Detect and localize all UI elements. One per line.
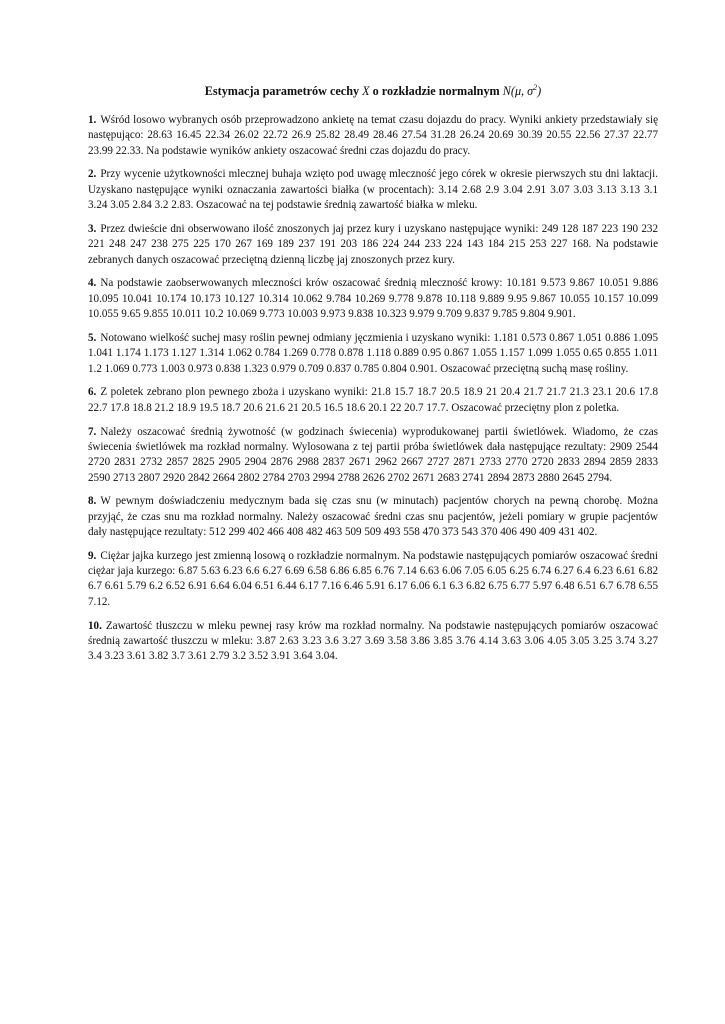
problem-5 (88, 331, 658, 377)
problem-text: Przez dwieście dni obserwowano ilość znoszonych jaj przez kury i uzyskano następujące wyniki: 249 128 187 223 190 232 221 248 247 238 275 225 170 267 169 189 237 191 203 186 224 244 233 224 143 184 215 253 227 168. Na podstawie zebranych danych oszacować przeciętną dzienną liczbę jaj znoszonych przez kury. (88, 222, 658, 266)
problem-2 (88, 167, 658, 213)
document-page (88, 84, 658, 673)
problem-9 (88, 549, 658, 610)
problem-text: Wśród losowo wybranych osób przeprowadzono ankietę na temat czasu dojazdu do pracy. Wyniki ankiety przedstawiały się następująco: 28.63 16.45 22.34 26.02 22.72 26.9 25.82 28.49 28.46 27.54 31.28 26.24 20.69 30.39 20.55 22.56 27.37 22.77 23.99 22.33. Na podstawie wyników ankiety oszacować średni czas dojazdu do pracy. (88, 114, 658, 157)
problem-text: Notowano wielkość suchej masy roślin pewnej odmiany jęczmienia i uzyskano wyniki: 1.181 0.573 0.867 1.051 0.886 1.095 1.041 1.174 1.173 1.127 1.314 1.062 0.784 1.269 0.778 0.878 1.118 0.889 0.95 0.867 1.055 1.157 1.099 1.055 0.65 0.855 1.011 1.2 1.069 0.773 1.003 0.973 0.838 1.323 0.979 0.709 0.837 0.785 0.804 0.901. Oszacować przeciętną suchą masę rośliny. (88, 331, 658, 375)
problem-4 (88, 276, 658, 322)
problem-7 (88, 425, 658, 486)
problem-3 (88, 222, 658, 268)
page-title (88, 84, 658, 99)
title-distribution (503, 84, 541, 98)
title-prefix: Estymacja parametrów cechy (204, 84, 360, 98)
problem-10 (88, 619, 658, 665)
title-dist-sup: 2 (533, 82, 538, 92)
problem-number: 7. (88, 425, 97, 438)
problem-number: 10. (88, 619, 102, 632)
problem-number: 3. (88, 222, 97, 235)
problem-number: 1. (88, 114, 97, 126)
title-dist-open: N(μ, σ (502, 84, 534, 98)
problem-number: 8. (88, 495, 97, 508)
problem-text: Należy oszacować średnią żywotność (w godzinach świecenia) wyprodukowanej partii świetlówek. Wiadomo, że czas świecenia świetlówek ma rozkład normalny. Wylosowana z tej partii próba świetlówek dała następujące rezultaty: 2909 2544 2720 2831 2732 2857 2825 2905 2904 2876 2988 2837 2671 2962 2667 2727 2871 2733 2770 2720 2833 2894 2859 2833 2590 2713 2807 2920 2842 2664 2802 2784 2703 2994 2788 2626 2702 2671 2683 2741 2894 2873 2880 2645 2794. (88, 425, 658, 484)
title-variable: X (362, 84, 370, 98)
problem-text: Z poletek zebrano plon pewnego zboża i uzyskano wyniki: 21.8 15.7 18.7 20.5 18.9 21 20.4 21.7 21.7 21.3 23.1 20.6 17.8 22.7 17.8 18.8 21.2 18.9 19.5 18.7 20.6 21.6 21 20.5 16.5 18.6 20.1 22 20.7 17.7. Oszacować przeciętny plon z poletka. (88, 386, 658, 414)
problem-text: Przy wycenie użytkowności mlecznej buhaja wzięto pod uwagę mleczność jego córek w okresie pierwszych stu dni laktacji. Uzyskano następujące wyniki oznaczania zawartości białka (w procentach): 3.14 2.68 2.9 3.04 2.91 3.07 3.03 3.13 3.13 3.1 3.24 3.05 2.84 3.2 2.83. Oszacować na tej podstawie średnią zawartość białka w mleku. (88, 168, 658, 212)
problem-number: 9. (88, 549, 97, 562)
problem-text: Na podstawie zaobserwowanych mleczności krów oszacować średnią mleczność krowy: 10.181 9.573 9.867 10.051 9.886 10.095 10.041 10.174 10.173 10.127 10.314 10.062 9.784 10.269 9.778 9.878 10.118 9.889 9.95 9.867 10.055 10.157 10.099 10.055 9.65 9.855 10.011 10.2 10.069 9.773 10.003 9.973 9.838 10.323 9.979 9.709 9.837 9.785 9.804 9.901. (88, 277, 658, 321)
problem-6 (88, 385, 658, 416)
problem-1 (88, 113, 658, 159)
problem-text: W pewnym doświadczeniu medycznym bada się czas snu (w minutach) pacjentów chorych na pewną chorobę. Można przyjąć, że czas snu ma rozkład normalny. Należy oszacować średni czas snu pacjentów, jeżeli pomiary w grupie pacjentów dały następujące rezultaty: 512 299 402 466 408 482 463 509 509 493 558 470 373 543 370 406 490 409 431 402. (88, 495, 658, 538)
problem-text: Zawartość tłuszczu w mleku pewnej rasy krów ma rozkład normalny. Na podstawie następujących pomiarów oszacować średnią zawartość tłuszczu w mleku: 3.87 2.63 3.23 3.6 3.27 3.69 3.58 3.86 3.85 3.76 4.14 3.63 3.06 4.05 3.05 3.25 3.74 3.27 3.4 3.23 3.61 3.82 3.7 3.61 2.79 3.2 3.52 3.91 3.64 3.04. (88, 619, 658, 663)
problem-number: 4. (88, 277, 97, 290)
problem-number: 6. (88, 386, 97, 399)
problem-number: 2. (88, 168, 97, 181)
problem-8 (88, 494, 658, 540)
title-middle: o rozkładzie normalnym (372, 84, 500, 98)
title-dist-close: ) (537, 84, 542, 98)
problem-text: Ciężar jajka kurzego jest zmienną losową o rozkładzie normalnym. Na podstawie następujących pomiarów oszacować średni ciężar jaja kurzego: 6.87 5.63 6.23 6.6 6.27 6.69 6.58 6.86 6.85 6.76 7.14 6.63 6.06 7.05 6.05 6.25 6.74 6.27 6.4 6.23 6.61 6.82 6.7 6.61 5.79 6.2 6.52 6.91 6.64 6.04 6.51 6.44 6.17 7.16 6.46 5.91 6.17 6.06 6.1 6.3 6.82 6.75 6.77 5.97 6.48 6.51 6.7 6.78 6.55 7.12. (88, 549, 658, 608)
problem-number: 5. (88, 331, 97, 344)
